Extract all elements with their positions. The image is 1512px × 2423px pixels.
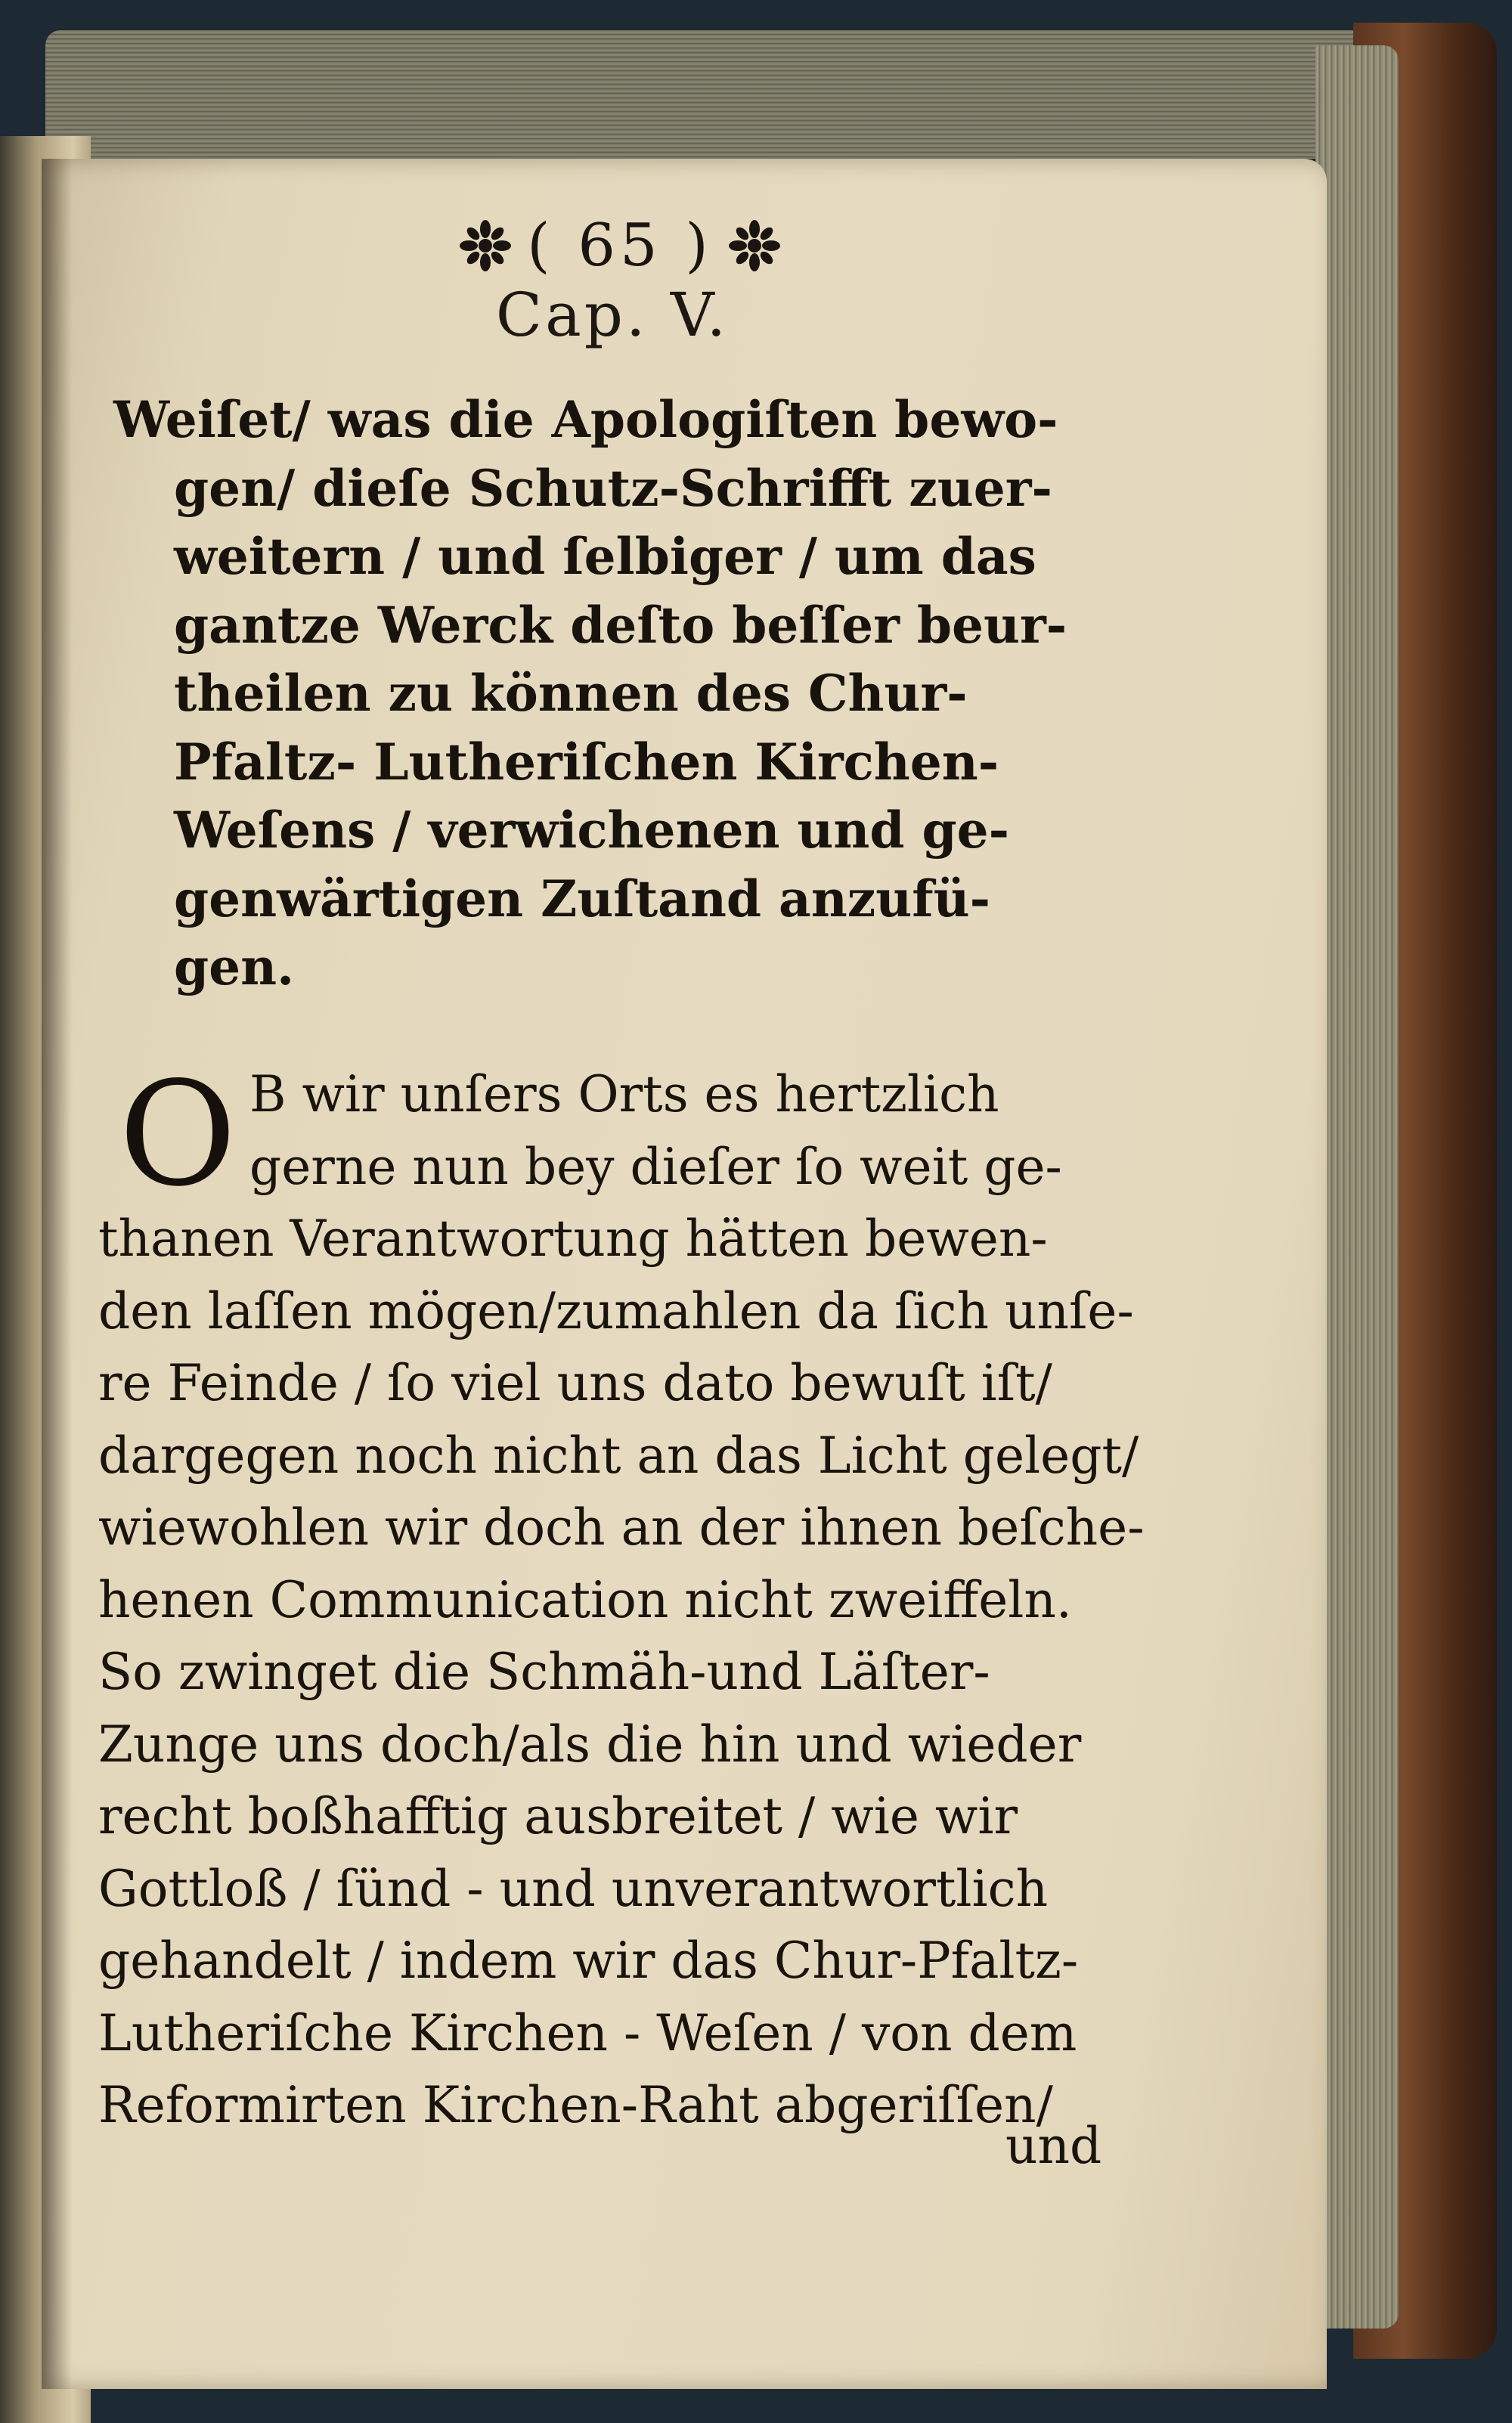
body-line: Reformirten Kirchen-Raht abgeriſſen/ xyxy=(98,2076,1053,2134)
heading-line: Weiſet/ was die Apologiſten bewo- xyxy=(113,390,1058,449)
body-line: den laſſen mögen/zumahlen da ſich unſe- xyxy=(98,1281,1134,1340)
heading-line: Pfaltz- Lutheriſchen Kirchen- xyxy=(174,732,999,792)
body-line: thanen Verantwortung hätten bewen- xyxy=(98,1210,1048,1268)
book-top-edges xyxy=(45,30,1406,159)
fleuron-icon xyxy=(728,219,781,272)
body-line: dargegen noch nicht an das Licht gelegt/ xyxy=(98,1426,1139,1485)
book-page-edges xyxy=(1315,45,1399,2328)
chapter-title: Cap. V. xyxy=(495,280,730,350)
heading-line: gen. xyxy=(174,937,295,996)
body-text xyxy=(98,1050,1145,2142)
catchword: und xyxy=(1005,2117,1102,2175)
page-number: ( 65 ) xyxy=(527,212,713,280)
heading-line: Weſens / verwichenen und ge- xyxy=(174,801,1010,860)
body-line: Zunge uns doch/als die hin und wieder xyxy=(98,1715,1082,1774)
chapter-summary xyxy=(113,386,1142,1002)
spine-shadow xyxy=(42,159,72,2389)
body-line: henen Communication nicht zweiffeln. xyxy=(98,1570,1072,1629)
body-line: wiewohlen wir doch an der ihnen beſche- xyxy=(98,1498,1145,1557)
heading-line: genwärtigen Zuſtand anzufü- xyxy=(174,869,991,928)
body-line: Lutheriſche Kirchen - Weſen / von dem xyxy=(98,2003,1077,2062)
body-line: re Feinde / ſo viel uns dato bewuſt iſt/ xyxy=(98,1354,1052,1412)
drop-cap: O xyxy=(119,1050,237,1218)
heading-line: gen/ dieſe Schutz-Schrifft zuer- xyxy=(174,458,1052,518)
body-line: Gottloß / ſünd - und unverantwortlich xyxy=(98,1859,1049,1918)
heading-line: weitern / und ſelbiger / um das xyxy=(174,527,1036,586)
body-line: recht boßhafftig ausbreitet / wie wir xyxy=(98,1787,1018,1845)
heading-line: gantze Werck deſto beſſer beur- xyxy=(174,595,1067,655)
body-line: B wir unſers Orts es hertzlich xyxy=(249,1065,999,1123)
fleuron-icon xyxy=(459,219,512,272)
body-line: gerne nun bey dieſer ſo weit ge- xyxy=(249,1137,1062,1196)
page-header xyxy=(438,204,801,287)
body-line: So zwinget die Schmäh-und Läſter- xyxy=(98,1643,990,1701)
heading-line: theilen zu können des Chur- xyxy=(174,664,968,723)
body-line: gehandelt / indem wir das Chur-Pfaltz- xyxy=(98,1932,1079,1990)
